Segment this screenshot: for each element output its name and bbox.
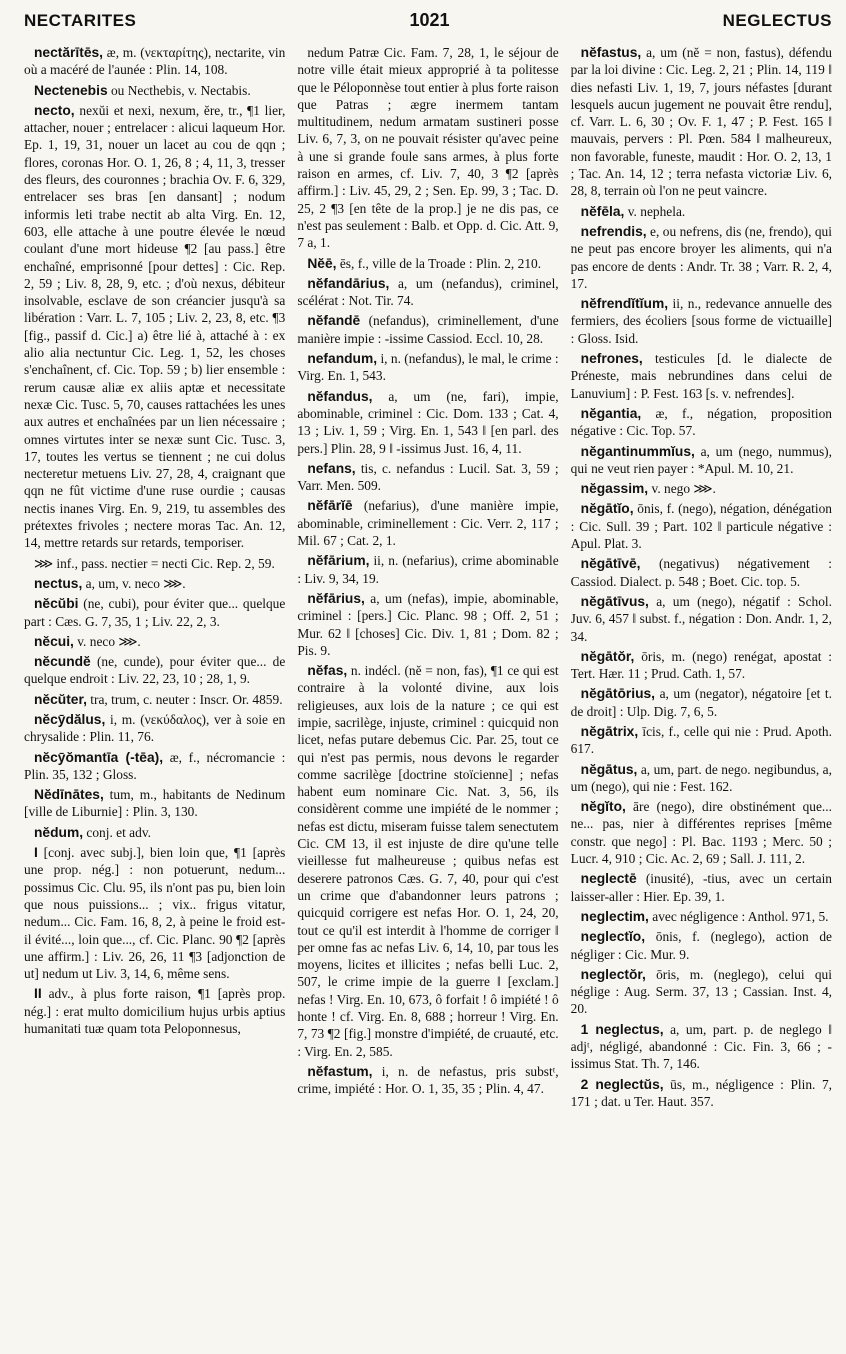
dictionary-entry bbox=[571, 723, 832, 758]
headword: I bbox=[34, 845, 38, 861]
headword: Nĕdīnātes, bbox=[34, 787, 104, 803]
dictionary-entry bbox=[24, 633, 285, 650]
dictionary-entry bbox=[24, 824, 285, 841]
dictionary-entry bbox=[24, 653, 285, 688]
headword: nĕfastus, bbox=[580, 45, 642, 60]
definition-text: (ne, cubi), pour éviter que... quelque part : Cæs. G. 7, 35, 1 ; Liv. 22, 2, 3. bbox=[24, 596, 286, 629]
dictionary-entry bbox=[297, 662, 558, 1060]
headword: nĕcŭter, bbox=[34, 691, 87, 707]
dictionary-entry bbox=[571, 350, 832, 402]
definition-text: a, um (nefas), impie, abominable, criminel : [pers.] Cic. Planc. 98 ; Off. 2, 51 ; Mur. 62 ‖ [choses] Cic. Div. 1, 81 ; Dom. 82 ; Pis. 9. bbox=[297, 590, 559, 658]
dictionary-entry bbox=[571, 223, 832, 292]
headword: nĕgātīvē, bbox=[580, 556, 641, 572]
dictionary-entry bbox=[571, 203, 832, 220]
column-2 bbox=[297, 44, 558, 1352]
definition-text: tra, trum, c. neuter : Inscr. Or. 4859. bbox=[90, 691, 283, 707]
dictionary-entry bbox=[24, 711, 285, 746]
headword: nĕcui, bbox=[34, 633, 74, 649]
dictionary-entry bbox=[297, 590, 558, 659]
definition-text: a, um (nĕ = non, fastus), défendu par la loi divine : Cic. Leg. 2, 21 ; Plin. 14, 119 ‖ dies nefasti Liv. 1, 19, 7, jours néfastes [durant lesquels aucun jugement ne pouvait être rendu], cf. Varr. L. 6, 30 ; Ov. F. 1, 47 ; P. Fest. 165 ‖ mauvais, pervers : Pl. Pœn. 584 ‖ malheureux, non favorable, funeste, maudit : Hor. O. 2, 13, 1 ; Tac. An. 14, 12 ; terra nefasta victoriæ Liv. 6, 28, 8, terrain où l'on ne peut vaincre. bbox=[570, 45, 832, 199]
definition-text: adv., à plus forte raison, ¶1 [après prop. nég.] : erat multo domicilium hujus urbis aptius humanitati tuæ quam tota Peloponnesus, bbox=[24, 986, 286, 1037]
definition-text: a, um (negator), négatoire [et t. de droit] : Ulp. Dig. 7, 6, 5. bbox=[570, 686, 832, 719]
dictionary-entry bbox=[24, 691, 285, 708]
definition-text: ii, n. (nefarius), crime abominable : Liv. 9, 34, 19. bbox=[297, 553, 559, 586]
definition-text: a, um (nego), négatif : Schol. Juv. 6, 457 ‖ subst. f., négation : Don. Andr. 1, 2, 34. bbox=[570, 593, 832, 644]
definition-text: īcis, f., celle qui nie : Prud. Apoth. 617. bbox=[570, 723, 832, 757]
definition-text: ōnis, f. (nego), négation, dénégation : Cic. Sull. 39 ; Part. 102 ‖ particule négative : Apul. Plat. 3. bbox=[570, 501, 832, 552]
dictionary-entry bbox=[297, 312, 558, 347]
definition-text: æ, f., nécromancie : Plin. 35, 132 ; Gloss. bbox=[24, 749, 286, 782]
definition-text: (nefandus), criminellement, d'une manière impie : -issime Cassiod. Eccl. 10, 28. bbox=[297, 313, 559, 346]
definition-text: nedum Patræ Cic. Fam. 7, 28, 1, le séjour de notre ville était mieux approprié à ta politesse que le Péloponnèse tout entier à plus forte raison que Patras ; ægre inermem tantam multitudinem, nedum armatam sustineri posse Liv. 6, 7, 3, on ne pouvait résister qu'avec peine à une si grande foule sans armes, à plus forte raison en armes, cf. Liv. 7, 40, 3 ¶2 [après affirm.] : Liv. 45, 29, 2 ; Sen. Ep. 99, 3 ; Tac. D. 25, 2 ¶3 [en tête de la prop.] je ne dis pas, ce n'est pas seulement : Balb. et Opp. d. Cic. Att. 9, 7 a, 1. bbox=[297, 45, 559, 251]
definition-text: (negativus) négativement : Cassiod. Dialect. p. 548 ; Boet. Cic. top. 5. bbox=[570, 556, 832, 589]
headword: 1 neglectus, bbox=[580, 1021, 664, 1037]
dictionary-entry bbox=[571, 648, 832, 683]
definition-text: ou Necthebis, v. Nectabis. bbox=[110, 82, 251, 98]
definition-text: i, m. (νεκύδαλος), ver à soie en chrysalide : Plin. 11, 76. bbox=[24, 711, 286, 745]
headword: nĕgātĭo, bbox=[580, 501, 634, 517]
dictionary-entry bbox=[571, 761, 832, 796]
headword: necto, bbox=[34, 102, 75, 118]
definition-text: (inusité), -tius, avec un certain laisser-aller : Hier. Ep. 39, 1. bbox=[570, 871, 832, 904]
headword: nĕgātŏr, bbox=[580, 648, 635, 664]
headword: nĕgātōrius, bbox=[580, 686, 656, 702]
headword: nĕcȳŏmantīa (-tēa), bbox=[34, 749, 164, 765]
headword: nĕfandārius, bbox=[307, 275, 390, 291]
headword: II bbox=[34, 986, 42, 1002]
headword: nĕfandē bbox=[307, 313, 361, 329]
headword: nĕfēla, bbox=[580, 203, 625, 219]
dictionary-entry bbox=[297, 552, 558, 587]
headword: nĕdum, bbox=[34, 824, 84, 840]
dictionary-entry bbox=[571, 685, 832, 720]
definition-text: conj. et adv. bbox=[86, 824, 151, 840]
dictionary-entry bbox=[297, 44, 558, 252]
headword: 2 neglectŭs, bbox=[580, 1076, 664, 1092]
definition-text: a, um, part. p. de neglego ‖ adjᵗ, négligé, abandonné : Cic. Fin. 3, 66 ; -issimus Stat. Th. 7, 146. bbox=[570, 1021, 832, 1072]
left-guide-word: NECTARITES bbox=[24, 11, 137, 30]
dictionary-entry bbox=[571, 870, 832, 905]
definition-text: ōris, m. (neglego), celui qui néglige : Aug. Serm. 37, 13 ; Cassian. Inst. 4, 20. bbox=[570, 966, 832, 1017]
column-1 bbox=[24, 44, 285, 1352]
dictionary-entry bbox=[24, 985, 285, 1037]
headword: nĕgātīvus, bbox=[580, 593, 649, 609]
definition-text: testicules [d. le dialecte de Préneste, mais nebrundines dans celui de Lanuvium] : P. Fest. 163 [s. v. nefrendes]. bbox=[570, 351, 832, 401]
headword: nĕfandus, bbox=[307, 388, 373, 404]
definition-text: e, ou nefrens, dis (ne, frendo), qui ne peut pas encore broyer les aliments, qui n'a pas encore de dents : Andr. Tr. 38 ; Varr. R. 2, 4, 17. bbox=[570, 223, 832, 291]
headword: nĕfas, bbox=[307, 663, 348, 679]
definition-text: ōnis, f. (neglego), action de négliger : Cic. Mur. 9. bbox=[570, 929, 832, 962]
dictionary-entry bbox=[24, 44, 285, 79]
headword: nefandum, bbox=[307, 351, 378, 367]
dictionary-entry bbox=[24, 595, 285, 630]
headword: nĕgassim, bbox=[580, 481, 649, 497]
headword: nefans, bbox=[307, 460, 356, 476]
dictionary-entry bbox=[571, 966, 832, 1018]
dictionary-entry bbox=[571, 1076, 832, 1111]
headword: nĕfārius, bbox=[307, 590, 365, 606]
dictionary-entry bbox=[571, 405, 832, 440]
dictionary-entry bbox=[571, 555, 832, 590]
dictionary-entry bbox=[24, 555, 285, 572]
definition-text: n. indécl. (nĕ = non, fas), ¶1 ce qui est contraire à la volonté divine, aux lois religieuses, aux lois de la nature ; ce qui est impie, sacrilège, injuste, criminel : quicquid non licet, nefas putare debemus Cic. Par. 25, tout ce qui n'est pas permis, nous devons le regarder comme sacrilège [doctrine stoïcienne] ; nefas habent eum nominare Cic. Nat. 3, 56, ils considèrent comme une impiété de le nommer ; nefas est dictu, miseram fuisse talem senectutem Cic. CM 13, il est injuste de dire qu'une telle vieillesse fut malheureuse ; quibus nefas est deserere patronos Cæs. G. 7, 40, pour qui c'est un crime que d'abandonner leurs patrons ; quicquid corrigere est nefas Hor. O. 1, 24, 20, tout ce qu'il est interdit à l'homme de corriger ‖ per omne fas ac nefas Liv. 6, 14, 10, par tous les moyens, licites et illicites ; nefas belli Luc. 2, 507, le crime impie de la guerre ‖ [exclam.] nefas ! Virg. En. 10, 673, ô forfait ! ô impiété ! ô honte ! cf. Virg. En. 8, 688 ; horreur ! Virg. En. 7, 73 ¶2 [fig.] monstre d'impiété, de cruauté, etc. : Virg. En. 2, 585. bbox=[297, 663, 559, 1059]
definition-text: (ne, cunde), pour éviter que... de quelque endroit : Liv. 22, 23, 10 ; 28, 1, 9. bbox=[24, 654, 286, 687]
definition-text: v. nephela. bbox=[627, 203, 686, 219]
definition-text: v. nego ⋙. bbox=[651, 481, 716, 497]
dictionary-entry bbox=[297, 497, 558, 549]
definition-text: a, um, v. neco ⋙. bbox=[85, 575, 186, 591]
definition-text: ūs, m., négligence : Plin. 7, 171 ; dat. u Ter. Haut. 357. bbox=[570, 1076, 832, 1109]
dictionary-entry bbox=[24, 786, 285, 821]
column-3 bbox=[571, 44, 832, 1352]
definition-text: tum, m., habitants de Nedinum [ville de Liburnie] : Plin. 3, 130. bbox=[24, 787, 286, 820]
headword: neglectĭo, bbox=[580, 929, 646, 945]
dictionary-entry bbox=[297, 388, 558, 457]
dictionary-entry bbox=[24, 844, 285, 982]
dictionary-entry bbox=[571, 443, 832, 478]
headword: nĕcundĕ bbox=[34, 654, 91, 670]
definition-text: avec négligence : Anthol. 971, 5. bbox=[652, 908, 829, 924]
headword: nĕfrendĭtĭum, bbox=[580, 296, 669, 312]
headword: nĕgantinummĭus, bbox=[580, 443, 695, 459]
definition-text: nexŭi et nexi, nexum, ĕre, tr., ¶1 lier, attacher, nouer ; entrelacer : alicui laqueum Hor. Ep. 1, 19, 31, nouer un lacet au cou de qqn ; flores, coronas Hor. O. 1, 26, 8 ; 4, 11, 3, tresser des fleurs, des couronnes ; brachia Ov. F. 6, 329, entrelacer ses bras [en dansant] ; nodum informis leti trabe nectit ab alta Virg. En. 12, 603, elle attache à une poutre élevée le nœud coulant d'une mort hideuse ¶2 [au pass.] être enchaîné, emprisonné [pour dettes] : Cic. Rep. 2, 59 ; Liv. 8, 28, 9, etc. ; d'où nexus, débiteur insolvable, esclave de son créancier jusqu'à sa libération : Varr. L. 7, 105 ; Liv. 2, 23, 8, etc. ¶3 [fig., passif d. Cic.] a) être lié à, attaché à : ex alio alia nectuntur Cic. Leg. 1, 52, les choses s'enchaînent, cf. Cic. Top. 59 ; b) lier ensemble : rerum causæ aliæ ex aliis aptæ et necessitate nexæ Cic. Tusc. 5, 70, causes rattachées les unes aux autres et enchaînées par un lien nécessaire ; omnes virtutes inter se nexæ sunt Cic. Tusc. 3, 17, toutes les vertus se tiennent ; ne cui dolus necteretur metuens Liv. 27, 28, 4, craignant que qqn ne fût victime d'une ruse ourdie ; causas nectis inanes Virg. En. 9, 219, tu assembles des prétextes frivoles ; nectere moras Tac. An. 12, 14, mettre retards sur retards, temporiser. bbox=[24, 102, 286, 551]
dictionary-entry bbox=[571, 295, 832, 347]
definition-text: a, um, part. de nego. negibundus, a, um (nego), qui nie : Fest. 162. bbox=[570, 761, 832, 794]
page-number: 1021 bbox=[409, 10, 450, 30]
headword: nĕfastum, bbox=[307, 1063, 373, 1079]
dictionary-entry bbox=[24, 82, 285, 99]
dictionary-entry bbox=[571, 500, 832, 552]
dictionary-entry bbox=[571, 593, 832, 645]
definition-text: æ, f., négation, proposition négative : Cic. Top. 57. bbox=[570, 405, 832, 439]
definition-text: i, n. de nefastus, pris substᵗ, crime, impiété : Hor. O. 1, 35, 35 ; Plin. 4, 47. bbox=[297, 1063, 559, 1097]
headword: nectus, bbox=[34, 575, 83, 591]
headword: Nĕē, bbox=[307, 255, 337, 271]
definition-text: ii, n., redevance annuelle des fermiers, des écoliers [sous forme de victuaille] : Gloss. Isid. bbox=[570, 296, 832, 346]
dictionary-entry bbox=[571, 908, 832, 925]
headword: nĕgātus, bbox=[580, 761, 638, 777]
headword: neglectim, bbox=[580, 908, 649, 924]
headword: neglectē bbox=[580, 871, 637, 887]
dictionary-entry bbox=[297, 1063, 558, 1098]
headword: Nectenebis bbox=[34, 82, 108, 98]
definition-text: a, um (nefandus), criminel, scélérat : Not. Tir. 74. bbox=[297, 275, 559, 309]
headword: nĕgantia, bbox=[580, 405, 642, 421]
dictionary-entry bbox=[571, 928, 832, 963]
page-header bbox=[24, 10, 832, 38]
definition-text: v. neco ⋙. bbox=[77, 633, 141, 649]
headword: neglectŏr, bbox=[580, 966, 646, 982]
headword: nĕcŭbi bbox=[34, 596, 79, 612]
dictionary-entry bbox=[24, 102, 285, 552]
definition-text: ⋙ inf., pass. nectier = necti Cic. Rep. 2, 59. bbox=[34, 555, 275, 571]
definition-text: ōris, m. (nego) renégat, apostat : Tert. Hær. 11 ; Prud. Cath. 1, 57. bbox=[570, 648, 832, 682]
definition-text: ēs, f., ville de la Troade : Plin. 2, 210. bbox=[339, 255, 542, 271]
dictionary-entry bbox=[571, 44, 832, 200]
columns bbox=[24, 44, 832, 1352]
definition-text: [conj. avec subj.], bien loin que, ¶1 [après une prop. nég.] : non potuerunt, nedum... possimus Cic. Clu. 95, ils n'ont pas pu, bien loin que nous puissions... ; vix.. frigus vitatur, nedum... Cic. Fam. 16, 8, 2, à peine le froid est-il évité..., loin que..., cf. Cic. Planc. 90 ¶2 [après une affirm.] : Liv. 26, 26, 11 ¶3 [adjonction de ut] nedum ut Liv. 3, 14, 6, même sens. bbox=[24, 845, 286, 982]
headword: nĕfārĭē bbox=[307, 498, 353, 514]
dictionary-entry bbox=[571, 480, 832, 497]
definition-text: a, um (nego, nummus), qui ne veut rien payer : *Apul. M. 10, 21. bbox=[570, 443, 832, 476]
dictionary-entry bbox=[297, 350, 558, 385]
headword: nefrendis, bbox=[580, 223, 647, 239]
definition-text: i, n. (nefandus), le mal, le crime : Virg. En. 1, 543. bbox=[297, 351, 559, 384]
dictionary-entry bbox=[297, 460, 558, 495]
headword: nefrones, bbox=[580, 351, 643, 367]
headword: nĕcȳdălus, bbox=[34, 711, 106, 727]
definition-text: āre (nego), dire obstinément que... ne... pas, nier à différentes reprises [même constr. que nego] : Pl. Bac. 1193 ; Merc. 50 ; Lucr. 4, 910 ; Cic. Ac. 2, 69 ; Sall. J. 111, 2. bbox=[570, 799, 832, 867]
dictionary-entry bbox=[24, 749, 285, 784]
headword: nectărītēs, bbox=[34, 45, 104, 60]
right-guide-word: NEGLECTUS bbox=[722, 11, 832, 30]
definition-text: tis, c. nefandus : Lucil. Sat. 3, 59 ; Varr. Men. 509. bbox=[297, 460, 559, 494]
definition-text: a, um (ne, fari), impie, abominable, criminel : Cic. Dom. 133 ; Cat. 4, 13 ; Liv. 1, 59 ; Virg. En. 1, 543 ‖ [en parl. des pers.] Plin. 28, 9 ‖ -issimus Just. 16, 4, 11. bbox=[297, 388, 559, 456]
dictionary-entry bbox=[24, 575, 285, 592]
dictionary-entry bbox=[297, 275, 558, 310]
dictionary-entry bbox=[571, 798, 832, 867]
headword: nĕfārium, bbox=[307, 553, 370, 569]
headword: nĕgātrix, bbox=[580, 723, 639, 739]
definition-text: æ, m. (νεκταρίτης), nectarite, vin où a macéré de l'aunée : Plin. 14, 108. bbox=[24, 45, 286, 78]
dictionary-entry bbox=[571, 1021, 832, 1073]
definition-text: (nefarius), d'une manière impie, abominable, criminellement : Cic. Verr. 2, 117 ; Mil. 67 ; Cat. 2, 1. bbox=[297, 498, 559, 549]
dictionary-entry bbox=[297, 255, 558, 272]
headword: nĕgĭto, bbox=[580, 799, 626, 815]
